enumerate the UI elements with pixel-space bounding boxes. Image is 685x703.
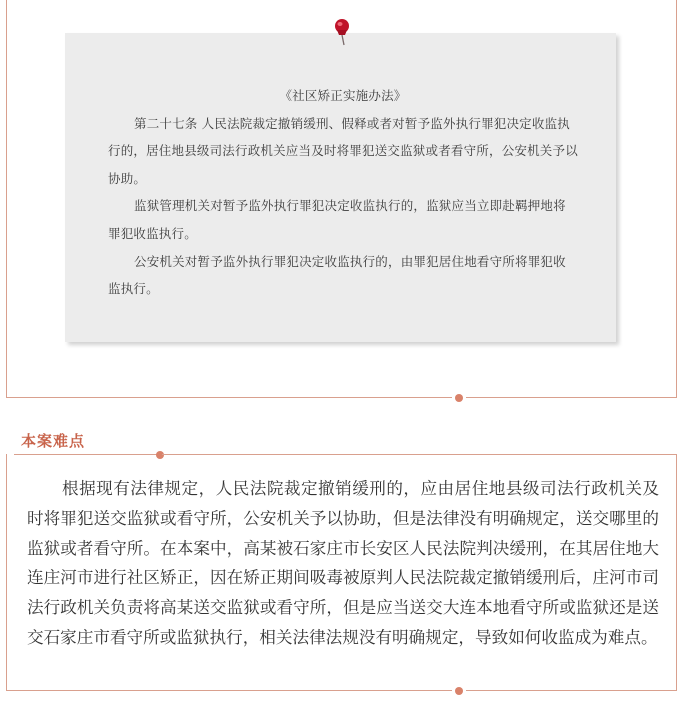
quote-text [108, 82, 578, 303]
quote-paragraph: 公安机关对暂予监外执行罪犯决定收监执行的，由罪犯居住地看守所将罪犯收监执行。 [108, 253, 566, 297]
section-title-underline [14, 454, 162, 455]
title-dot-icon [156, 451, 164, 459]
frame-line-top [162, 454, 677, 455]
frame-line-right [676, 0, 677, 398]
frame-dot-icon [455, 394, 463, 402]
frame-line-left [6, 454, 7, 690]
frame-line-bottom-right [466, 690, 677, 691]
frame-line-right [676, 454, 677, 690]
quote-title: 《社区矫正实施办法》 [279, 88, 407, 103]
frame-line-bottom-right [466, 397, 677, 398]
frame-dot-icon [455, 687, 463, 695]
quote-paragraph: 监狱管理机关对暂予监外执行罪犯决定收监执行的，监狱应当立即赴羁押地将罪犯收监执行。 [108, 198, 566, 241]
section-body: 根据现有法律规定，人民法院裁定撤销缓刑的，应由居住地县级司法行政机关及时将罪犯送交监狱或看守所，公安机关予以协助，但是法律没有明确规定，送交哪里的监狱或者看守所。在本案中，高某被石家庄市长安区人民法院判决缓刑，在其居住地大连庄河市进行社区矫正，因在矫正期间吸毒被原判人民法院裁定撤销缓刑后，庄河市司法行政机关负责将高某送交监狱或看守所，但是应当送交大连本地看守所或监狱还是送交石家庄市看守所或监狱执行，相关法律法规没有明确规定，导致如何收监成为难点。 [27, 479, 659, 647]
frame-line-bottom-left [6, 690, 452, 691]
pushpin-icon [328, 16, 356, 46]
frame-line-left [6, 0, 7, 398]
frame-line-bottom-left [6, 397, 452, 398]
section-title: 本案难点 [21, 432, 86, 450]
quote-paragraph: 第二十七条 人民法院裁定撤销缓刑、假释或者对暂予监外执行罪犯决定收监执行的，居住地县级司法行政机关应当及时将罪犯送交监狱或者看守所，公安机关予以协助。 [108, 115, 578, 186]
